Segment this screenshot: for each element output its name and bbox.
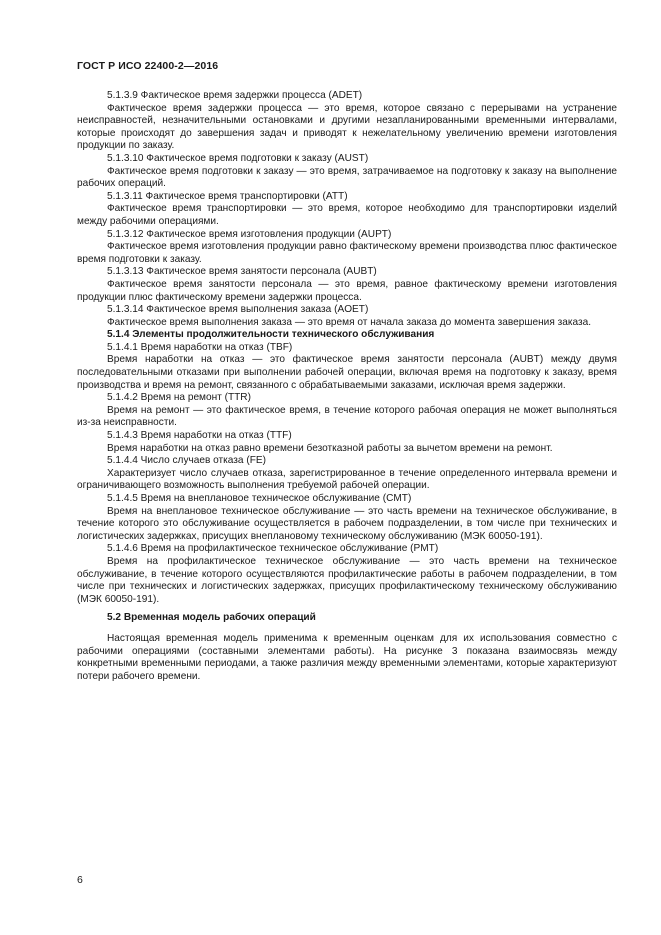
- subsection-heading: 5.1.4.3 Время наработки на отказ (TTF): [107, 430, 292, 442]
- subsection-heading: 5.1.3.14 Фактическое время выполнения заказа (AOET): [107, 304, 369, 316]
- paragraph: Время на ремонт — это фактическое время, в течение которого рабочая операция не может выполняться из-за неисправности.: [77, 404, 617, 429]
- paragraph: Фактическое время подготовки к заказу — это время, затрачиваемое на подготовку к заказу на выполнение рабочих операций.: [77, 165, 617, 190]
- paragraph: Фактическое время изготовления продукции равно фактическому времени производства плюс фактическое время подготовки к заказу.: [77, 241, 617, 265]
- paragraph: Время наработки на отказ равно времени безотказной работы за вычетом времени на ремонт.: [107, 442, 553, 454]
- paragraph: Фактическое время задержки процесса — это время, которое связано с перерывами на устранение неисправностей, незначительными остановками и другими незапланированными временными интервалами, которые происходят до завершения задач и приводят к нежелательному увеличению времени изготовления продукции по заказу.: [77, 102, 617, 152]
- subsection-heading: 5.1.3.10 Фактическое время подготовки к заказу (AUST): [107, 152, 369, 164]
- document-body: [77, 90, 617, 683]
- paragraph: Время на внеплановое техническое обслуживание — это часть времени на техническое обслуживание, в течение которого это обслуживание осуществляется в рабочем подразделении, в том числе при технических и логистических задержках, присущих внеплановому техническому обслуживанию (МЭК 60050-191).: [77, 505, 617, 542]
- paragraph: Фактическое время транспортировки — это время, которое необходимо для транспортировки изделий между рабочими операциями.: [77, 203, 617, 227]
- paragraph: Время наработки на отказ — это фактическое время занятости персонала (AUBT) между двумя последовательными отказами при выполнении рабочей операции, включая время на подготовку к заказу, время производства и время на ремонт, связанного с обрабатываемыми заказами, исключая время задержки.: [77, 354, 617, 391]
- page-number: 6: [77, 874, 83, 886]
- subsection-heading: 5.1.3.11 Фактическое время транспортировки (ATT): [107, 190, 348, 202]
- subsection-heading: 5.1.4.4 Число случаев отказа (FE): [107, 455, 266, 467]
- paragraph: Фактическое время выполнения заказа — это время от начала заказа до момента завершения заказа.: [107, 316, 592, 328]
- paragraph: Фактическое время занятости персонала — это время, равное фактическому времени изготовления продукции плюс фактическому времени задержки процесса.: [77, 278, 617, 303]
- subsection-heading: 5.1.3.9 Фактическое время задержки процесса (ADET): [107, 90, 363, 101]
- paragraph: Время на профилактическое техническое обслуживание — это часть времени на техническое обслуживание, в течение которого осуществляются профилактические работы в рабочем подразделении, в том числе при технических и логистических задержках, присущих профилактическому техническому обслуживанию (МЭК 60050-191).: [77, 555, 617, 605]
- subsection-heading: 5.1.4.5 Время на внеплановое техническое обслуживание (CMT): [107, 493, 412, 504]
- subsection-heading: 5.1.3.13 Фактическое время занятости персонала (AUBT): [107, 266, 377, 278]
- subsection-heading: 5.1.4.6 Время на профилактическое техническое обслуживание (PMT): [107, 543, 439, 555]
- document-header: ГОСТ Р ИСО 22400-2—2016: [77, 60, 219, 72]
- subsection-heading: 5.1.3.12 Фактическое время изготовления продукции (AUPT): [107, 228, 392, 240]
- paragraph: Настоящая временная модель применима к временным оценкам для их использования совместно с рабочими операциями (составными элементами работы). На рисунке 3 показана взаимосвязь между конкретными временными периодами, а также различия между временными элементами, которые характеризуют потери рабочего времени.: [77, 632, 617, 682]
- section-heading: 5.2 Временная модель рабочих операций: [107, 612, 316, 624]
- section-heading: 5.1.4 Элементы продолжительности технического обслуживания: [107, 329, 435, 341]
- subsection-heading: 5.1.4.2 Время на ремонт (TTR): [107, 392, 251, 404]
- subsection-heading: 5.1.4.1 Время наработки на отказ (TBF): [107, 341, 293, 353]
- paragraph: Характеризует число случаев отказа, зарегистрированное в течение определенного интервала времени и ограничивающего возможность выполнения требуемой рабочей операции.: [77, 467, 617, 492]
